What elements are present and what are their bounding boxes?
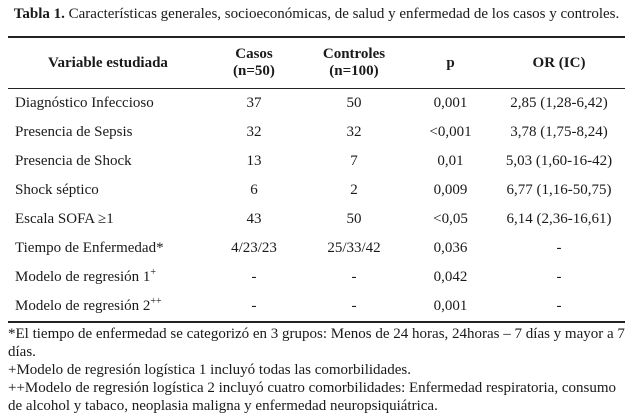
cell-casos: - bbox=[251, 269, 257, 285]
cell-variable: Presencia de Shock bbox=[15, 153, 132, 169]
table-notes bbox=[8, 323, 625, 415]
cell-casos: - bbox=[208, 292, 300, 322]
cell-or: 3,78 (1,75-8,24) bbox=[510, 124, 608, 140]
cell-controles: 50 bbox=[346, 95, 362, 111]
cell-controles: 7 bbox=[350, 153, 358, 169]
table-body bbox=[8, 89, 625, 323]
cell-variable: Escala SOFA ≥1 bbox=[15, 211, 114, 227]
cell-casos: 13 bbox=[246, 153, 262, 169]
cell-or: 5,03 (1,60-16-42) bbox=[505, 153, 613, 169]
cell-controles: 50 bbox=[346, 211, 362, 227]
caption-label: Tabla 1. bbox=[13, 6, 65, 22]
cell-variable: Diagnóstico Infeccioso bbox=[15, 95, 154, 111]
table-row bbox=[8, 118, 625, 147]
cell-controles: 2 bbox=[350, 182, 358, 198]
table-row bbox=[8, 176, 625, 205]
cell-variable: Presencia de Sepsis bbox=[15, 124, 133, 140]
table-row bbox=[8, 147, 625, 176]
cell-casos: 4/23/23 bbox=[231, 240, 277, 256]
footnote-marker: + bbox=[150, 267, 157, 278]
cell-casos: 37 bbox=[246, 95, 262, 111]
header-p: p bbox=[408, 37, 493, 89]
cell-p: 0,001 bbox=[433, 95, 468, 111]
note-plus: +Modelo de regresión logística 1 incluyó todas las comorbilidades. bbox=[8, 362, 411, 378]
table-row bbox=[8, 263, 625, 292]
cell-controles: 32 bbox=[346, 124, 362, 140]
header-casos: Casos (n=50) bbox=[208, 37, 300, 89]
table-row bbox=[8, 205, 625, 234]
cell-p: 0,009 bbox=[433, 182, 468, 198]
note-asterisk: *El tiempo de enfermedad se categorizó en 3 grupos: Menos de 24 horas, 24horas – 7 días y mayor a 7 días. bbox=[8, 326, 625, 360]
cell-casos: 6 bbox=[250, 182, 258, 198]
cell-p: 0,001 bbox=[408, 292, 493, 322]
cell-or: 2,85 (1,28-6,42) bbox=[510, 95, 608, 111]
cell-casos: 43 bbox=[246, 211, 262, 227]
cell-p: 0,036 bbox=[433, 240, 468, 256]
cell-or: - bbox=[493, 292, 625, 322]
table-row bbox=[8, 292, 625, 322]
header-controles: Controles (n=100) bbox=[300, 37, 408, 89]
cell-p: 0,042 bbox=[433, 269, 468, 285]
cell-or: 6,77 (1,16-50,75) bbox=[506, 182, 612, 198]
cell-controles: - bbox=[351, 269, 357, 285]
cell-p: <0,05 bbox=[433, 211, 468, 227]
table-row bbox=[8, 89, 625, 119]
cell-controles: 25/33/42 bbox=[327, 240, 381, 256]
cell-or: 6,14 (2,36-16,61) bbox=[506, 211, 612, 227]
note-double-plus: ++Modelo de regresión logística 2 incluyó cuatro comorbilidades: Enfermedad respiratoria, consumo de alcohol y tabaco, neoplasia maligna y enfermedad neuropsiquiátrica. bbox=[8, 380, 616, 414]
cell-or: - bbox=[556, 269, 562, 285]
cell-casos: 32 bbox=[246, 124, 262, 140]
cell-p: 0,01 bbox=[437, 153, 464, 169]
cell-variable: Tiempo de Enfermedad* bbox=[15, 240, 164, 256]
cell-p: <0,001 bbox=[429, 124, 472, 140]
cell-variable: Shock séptico bbox=[15, 182, 99, 198]
cell-controles: - bbox=[300, 292, 408, 322]
footnote-marker: ++ bbox=[150, 296, 162, 307]
cell-variable: Modelo de regresión 2++ bbox=[8, 292, 208, 322]
table-row bbox=[8, 234, 625, 263]
cell-or: - bbox=[556, 240, 562, 256]
cell-variable: Modelo de regresión 1+ bbox=[15, 267, 157, 285]
header-variable: Variable estudiada bbox=[8, 37, 208, 89]
caption-text: Características generales, socioeconómicas, de salud y enfermedad de los casos y controles. bbox=[68, 6, 620, 22]
results-table bbox=[8, 36, 625, 323]
header-row bbox=[8, 37, 625, 89]
table-caption bbox=[8, 0, 625, 36]
header-or: OR (IC) bbox=[493, 37, 625, 89]
